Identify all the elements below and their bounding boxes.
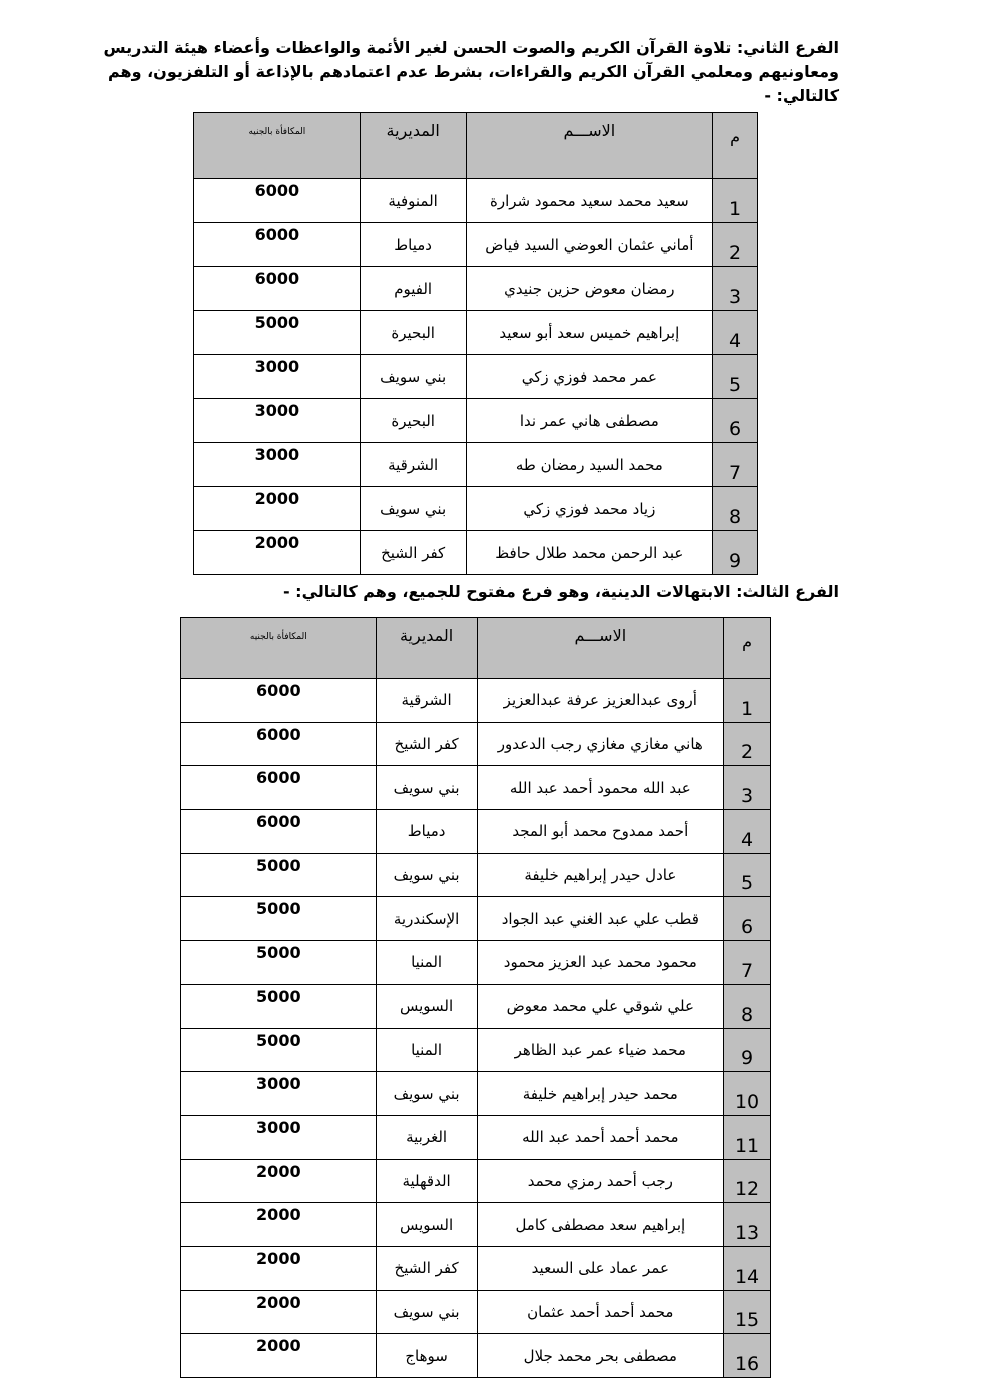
row-number: 14 — [724, 1246, 771, 1290]
table-row — [194, 267, 758, 311]
row-prize: 5000 — [194, 311, 361, 355]
row-directorate: الغربية — [376, 1115, 477, 1159]
row-directorate: الشرقية — [376, 679, 477, 723]
row-number: 6 — [724, 897, 771, 941]
winners-table-section-two — [193, 112, 758, 575]
row-prize: 5000 — [181, 853, 377, 897]
table-row — [181, 897, 771, 941]
table-row — [194, 443, 758, 487]
row-directorate: دمياط — [360, 223, 466, 267]
header-prize: المكافأة بالجنيه — [181, 618, 377, 679]
row-prize: 6000 — [194, 179, 361, 223]
table-row — [181, 679, 771, 723]
row-name: مصطفى هاني عمر ندا — [466, 399, 713, 443]
row-name: عمر عماد على السعيد — [477, 1246, 724, 1290]
table-row — [181, 1159, 771, 1203]
row-name: محمود محمد عبد العزيز محمود — [477, 941, 724, 985]
row-prize: 6000 — [194, 223, 361, 267]
table-row — [181, 1246, 771, 1290]
row-prize: 3000 — [181, 1115, 377, 1159]
row-prize: 3000 — [181, 1072, 377, 1116]
header-name: الاســـم — [477, 618, 724, 679]
row-number: 15 — [724, 1290, 771, 1334]
row-directorate: كفر الشيخ — [376, 1246, 477, 1290]
header-name: الاســـم — [466, 113, 713, 179]
row-number: 6 — [713, 399, 758, 443]
row-directorate: البحيرة — [360, 399, 466, 443]
row-directorate: كفر الشيخ — [376, 722, 477, 766]
row-number: 4 — [724, 810, 771, 854]
row-directorate: المنيا — [376, 1028, 477, 1072]
row-name: عمر محمد فوزي زكي — [466, 355, 713, 399]
table-row — [181, 941, 771, 985]
row-prize: 2000 — [181, 1159, 377, 1203]
row-prize: 6000 — [181, 722, 377, 766]
row-directorate: بني سويف — [360, 487, 466, 531]
row-name: عادل حيدر إبراهيم خليفة — [477, 853, 724, 897]
row-name: محمد حيدر إبراهيم خليفة — [477, 1072, 724, 1116]
section-two-label: الفرع الثاني: — [736, 38, 839, 57]
row-number: 4 — [713, 311, 758, 355]
row-name: رمضان معوض حزين جنيدي — [466, 267, 713, 311]
row-number: 8 — [724, 984, 771, 1028]
row-number: 1 — [713, 179, 758, 223]
row-number: 3 — [713, 267, 758, 311]
row-directorate: بني سويف — [376, 1290, 477, 1334]
row-directorate: بني سويف — [376, 766, 477, 810]
row-directorate: بني سويف — [376, 1072, 477, 1116]
row-directorate: دمياط — [376, 810, 477, 854]
row-number: 12 — [724, 1159, 771, 1203]
row-directorate: كفر الشيخ — [360, 531, 466, 575]
table-row — [181, 722, 771, 766]
row-number: 9 — [713, 531, 758, 575]
table-row — [181, 766, 771, 810]
section-three-label: الفرع الثالث: — [736, 582, 839, 601]
row-prize: 6000 — [181, 766, 377, 810]
row-number: 3 — [724, 766, 771, 810]
table-header-row — [181, 618, 771, 679]
row-prize: 2000 — [181, 1203, 377, 1247]
row-directorate: المنوفية — [360, 179, 466, 223]
row-name: محمد أحمد أحمد عثمان — [477, 1290, 724, 1334]
header-directorate: المديرية — [360, 113, 466, 179]
row-prize: 5000 — [181, 1028, 377, 1072]
row-number: 7 — [713, 443, 758, 487]
row-number: 9 — [724, 1028, 771, 1072]
row-directorate: بني سويف — [376, 853, 477, 897]
table-row — [181, 1290, 771, 1334]
row-name: رجب أحمد رمزي محمد — [477, 1159, 724, 1203]
row-name: إبراهيم خميس سعد أبو سعيد — [466, 311, 713, 355]
row-directorate: الفيوم — [360, 267, 466, 311]
table-row — [194, 355, 758, 399]
row-directorate: الشرقية — [360, 443, 466, 487]
header-num: م — [724, 618, 771, 679]
row-prize: 6000 — [181, 679, 377, 723]
table-row — [181, 1334, 771, 1378]
section-three-text: الابتهالات الدينية، وهو فرع مفتوح للجميع، وهم كالتالي: - — [282, 582, 731, 601]
row-prize: 2000 — [194, 531, 361, 575]
row-name: علي شوقي علي محمد معوض — [477, 984, 724, 1028]
header-num: م — [713, 113, 758, 179]
table-row — [181, 1028, 771, 1072]
section-three-heading — [40, 580, 839, 604]
row-directorate: الإسكندرية — [376, 897, 477, 941]
row-number: 16 — [724, 1334, 771, 1378]
table-row — [181, 1115, 771, 1159]
row-directorate: السويس — [376, 1203, 477, 1247]
row-prize: 5000 — [181, 897, 377, 941]
row-name: أماني عثمان العوضي السيد فياض — [466, 223, 713, 267]
row-number: 8 — [713, 487, 758, 531]
row-name: أروى عبدالعزيز عرفة عبدالعزيز — [477, 679, 724, 723]
row-prize: 3000 — [194, 443, 361, 487]
row-number: 10 — [724, 1072, 771, 1116]
table-row — [194, 311, 758, 355]
row-name: عبد الله محمود أحمد عبد الله — [477, 766, 724, 810]
row-prize: 5000 — [181, 984, 377, 1028]
row-number: 5 — [713, 355, 758, 399]
row-directorate: البحيرة — [360, 311, 466, 355]
table-row — [194, 399, 758, 443]
row-prize: 6000 — [194, 267, 361, 311]
row-directorate: المنيا — [376, 941, 477, 985]
row-number: 11 — [724, 1115, 771, 1159]
row-prize: 3000 — [194, 355, 361, 399]
row-prize: 2000 — [181, 1290, 377, 1334]
row-name: سعيد محمد سعيد محمود شرارة — [466, 179, 713, 223]
winners-table-section-three — [180, 617, 771, 1378]
row-directorate: السويس — [376, 984, 477, 1028]
table-row — [181, 1203, 771, 1247]
row-prize: 6000 — [181, 810, 377, 854]
row-number: 2 — [713, 223, 758, 267]
table-row — [194, 179, 758, 223]
row-number: 1 — [724, 679, 771, 723]
row-number: 2 — [724, 722, 771, 766]
row-name: عبد الرحمن محمد طلال حافظ — [466, 531, 713, 575]
table-row — [194, 223, 758, 267]
table-row — [181, 810, 771, 854]
row-directorate: بني سويف — [360, 355, 466, 399]
row-name: أحمد ممدوح محمد أبو المجد — [477, 810, 724, 854]
row-number: 5 — [724, 853, 771, 897]
row-number: 7 — [724, 941, 771, 985]
row-name: مصطفى بحر محمد جلال — [477, 1334, 724, 1378]
table-row — [181, 984, 771, 1028]
row-name: قطب علي عبد الغني عبد الجواد — [477, 897, 724, 941]
row-name: محمد السيد رمضان طه — [466, 443, 713, 487]
row-directorate: الدقهلية — [376, 1159, 477, 1203]
row-name: محمد أحمد أحمد عبد الله — [477, 1115, 724, 1159]
section-two-text: تلاوة القرآن الكريم والصوت الحسن لغير الأئمة والواعظات وأعضاء هيئة التدريس ومعاونيهم ومعلمي القرآن الكريم والقراءات، بشرط عدم اعتمادهم بالإذاعة أو التلفزيون، وهم كالتالي: - — [103, 38, 839, 105]
section-two-heading — [40, 36, 839, 108]
row-name: إبراهيم سعد مصطفى كامل — [477, 1203, 724, 1247]
table-row — [194, 531, 758, 575]
table-row — [194, 487, 758, 531]
row-prize: 2000 — [181, 1246, 377, 1290]
row-prize: 3000 — [194, 399, 361, 443]
header-directorate: المديرية — [376, 618, 477, 679]
header-prize: المكافأة بالجنيه — [194, 113, 361, 179]
row-prize: 2000 — [194, 487, 361, 531]
row-name: هاني مغازي مغازي رجب الدعدور — [477, 722, 724, 766]
table-header-row — [194, 113, 758, 179]
row-prize: 5000 — [181, 941, 377, 985]
row-number: 13 — [724, 1203, 771, 1247]
table-row — [181, 853, 771, 897]
row-directorate: سوهاج — [376, 1334, 477, 1378]
table-row — [181, 1072, 771, 1116]
row-name: محمد ضياء عمر عبد الظاهر — [477, 1028, 724, 1072]
row-prize: 2000 — [181, 1334, 377, 1378]
row-name: زياد محمد فوزي زكي — [466, 487, 713, 531]
